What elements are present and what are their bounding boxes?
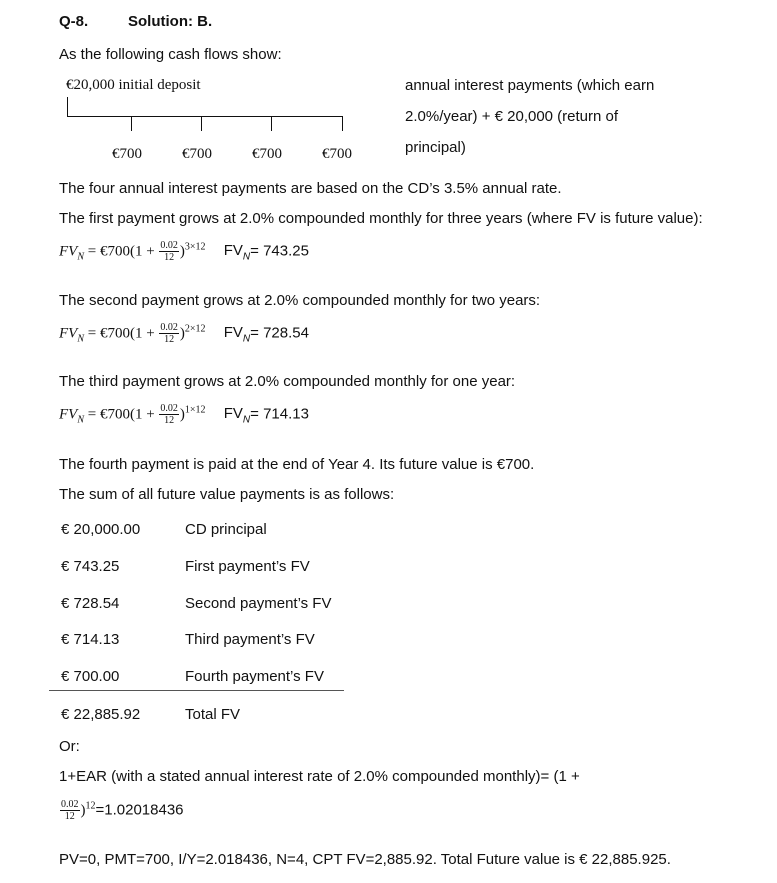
total-label: Total FV <box>185 706 241 723</box>
payment-label: €700 <box>112 146 142 162</box>
intro-text: As the following cash flows show: <box>59 46 282 63</box>
equation-1: $FV_N$ = €700(1 + $\frac{0.02}{12}$ )$^{3\times 12}$ $FV_N= 743.25$ <box>59 240 309 263</box>
paragraph: The third payment grows at 2.0% compounded monthly for one year: <box>59 373 516 390</box>
timeline-note: principal) <box>405 139 466 156</box>
timeline-axis <box>67 116 343 117</box>
ear-result: $\frac{0.02}{12}$ )$^{12}$=1.02018436 <box>61 799 184 822</box>
deposit-label: €20,000 initial deposit <box>66 77 201 93</box>
payment-tick <box>342 116 343 131</box>
deposit-tick <box>67 97 68 117</box>
payment-tick <box>201 116 202 131</box>
label-cell: First payment’s FV <box>185 558 310 575</box>
total-amount: € 22,885.92 <box>61 706 141 723</box>
payment-label: €700 <box>322 146 352 162</box>
amount-cell: € 728.54 <box>61 595 120 612</box>
label-cell: CD principal <box>185 521 267 538</box>
paragraph: The second payment grows at 2.0% compounded monthly for two years: <box>59 292 541 309</box>
equation-3: $FV_N$ = €700(1 + $\frac{0.02}{12}$ )$^{1\times 12}$ $FV_N= 714.13$ <box>59 403 309 426</box>
question-number: Q-8. <box>59 13 89 30</box>
paragraph: The fourth payment is paid at the end of Year 4. Its future value is €700. <box>59 456 535 473</box>
final-calculation: PV=0, PMT=700, I/Y=2.018436, N=4, CPT FV=2,885.92. Total Future value is € 22,885.925. <box>59 851 671 868</box>
payment-label: €700 <box>252 146 282 162</box>
label-cell: Fourth payment’s FV <box>185 668 324 685</box>
label-cell: Second payment’s FV <box>185 595 332 612</box>
payment-label: €700 <box>182 146 212 162</box>
paragraph: The first payment grows at 2.0% compounded monthly for three years (where FV is future value): <box>59 210 703 227</box>
payment-tick <box>131 116 132 131</box>
ear-line: 1+EAR (with a stated annual interest rate of 2.0% compounded monthly)= (1 + <box>59 768 580 785</box>
amount-cell: € 20,000.00 <box>61 521 141 538</box>
sum-divider <box>49 690 344 691</box>
amount-cell: € 714.13 <box>61 631 120 648</box>
label-cell: Third payment’s FV <box>185 631 315 648</box>
paragraph: The sum of all future value payments is as follows: <box>59 486 395 503</box>
timeline-note: annual interest payments (which earn <box>405 77 655 94</box>
amount-cell: € 743.25 <box>61 558 120 575</box>
solution-label: Solution: B. <box>128 13 213 30</box>
timeline-note: 2.0%/year) + € 20,000 (return of <box>405 108 619 125</box>
amount-cell: € 700.00 <box>61 668 120 685</box>
payment-tick <box>271 116 272 131</box>
equation-2: $FV_N$ = €700(1 + $\frac{0.02}{12}$ )$^{2\times 12}$ $FV_N= 728.54$ <box>59 322 309 345</box>
or-label: Or: <box>59 738 80 755</box>
paragraph: The four annual interest payments are based on the CD’s 3.5% annual rate. <box>59 180 562 197</box>
